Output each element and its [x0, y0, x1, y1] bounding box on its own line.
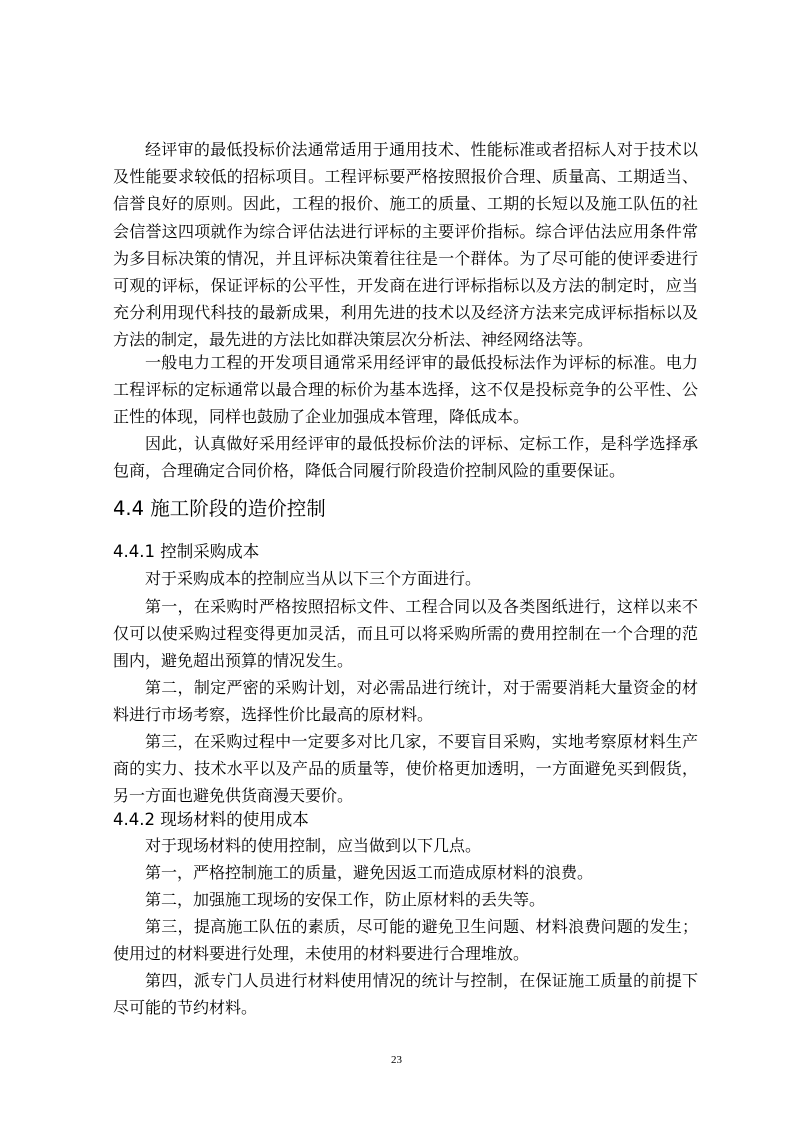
paragraph-evaluation-method: 经评审的最低投标价法通常适用于通用技术、性能标准或者招标人对于技术以及性能要求较低的招标项目。工程评标要严格按照报价合理、质量高、工期适当、信誉良好的原则。因此，工程的报价、施工的质量、工期的长短以及施工队伍的社会信誉这四项就作为综合评估法进行评标的主要评价指标。综合评估法应用条件常为多目标决策的情况，并且评标决策着往往是一个群体。为了尽可能的使评委进行可观的评标，保证评标的公平性，开发商在进行评标指标以及方法的制定时，应当充分利用现代科技的最新成果，利用先进的技术以及经济方法来完成评标指标以及方法的制定，最先进的方法比如群决策层次分析法、神经网络法等。: [113, 140, 698, 350]
paragraph-conclusion: 因此，认真做好采用经评审的最低投标价法的评标、定标工作，是科学选择承包商，合理确定合同价格，降低合同履行阶段造价控制风险的重要保证。: [113, 434, 698, 481]
section-heading-4-4-2: 4.4.2 现场材料的使用成本: [113, 810, 309, 829]
paragraph-procurement-second: 第二，制定严密的采购计划，对必需品进行统计，对于需要消耗大量资金的材料进行市场考察，选择性价比最高的原材料。: [113, 678, 698, 725]
paragraph-material-first: 第一，严格控制施工的质量，避免因返工而造成原材料的浪费。: [145, 863, 594, 882]
paragraph-material-third: 第三，提高施工队伍的素质，尽可能的避免卫生问题、材料浪费问题的发生；使用过的材料要进行处理，未使用的材料要进行合理堆放。: [113, 917, 698, 964]
section-heading-4-4: 4.4 施工阶段的造价控制: [113, 497, 326, 520]
paragraph-power-engineering-bidding: 一般电力工程的开发项目通常采用经评审的最低投标法作为评标的标准。电力工程评标的定标通常以最合理的标价为基本选择，这不仅是投标竞争的公平性、公正性的体现，同样也鼓励了企业加强成本管理，降低成本。: [113, 353, 698, 427]
paragraph-material-intro: 对于现场材料的使用控制，应当做到以下几点。: [145, 836, 482, 855]
page-number: 23: [391, 1054, 402, 1066]
paragraph-material-second: 第二，加强施工现场的安保工作，防止原材料的丢失等。: [145, 890, 546, 909]
section-heading-4-4-1: 4.4.1 控制采购成本: [113, 542, 260, 561]
paragraph-procurement-first: 第一，在采购时严格按照招标文件、工程合同以及各类图纸进行，这样以来不仅可以使采购过程变得更加灵活，而且可以将采购所需的费用控制在一个合理的范围内，避免超出预算的情况发生。: [113, 597, 698, 671]
paragraph-material-fourth: 第四，派专门人员进行材料使用情况的统计与控制，在保证施工质量的前提下尽可能的节约材料。: [113, 971, 698, 1018]
paragraph-procurement-third: 第三，在采购过程中一定要多对比几家，不要盲目采购，实地考察原材料生产商的实力、技术水平以及产品的质量等，使价格更加透明，一方面避免买到假货，另一方面也避免供货商漫天要价。: [113, 732, 698, 806]
paragraph-procurement-intro: 对于采购成本的控制应当从以下三个方面进行。: [145, 569, 482, 588]
